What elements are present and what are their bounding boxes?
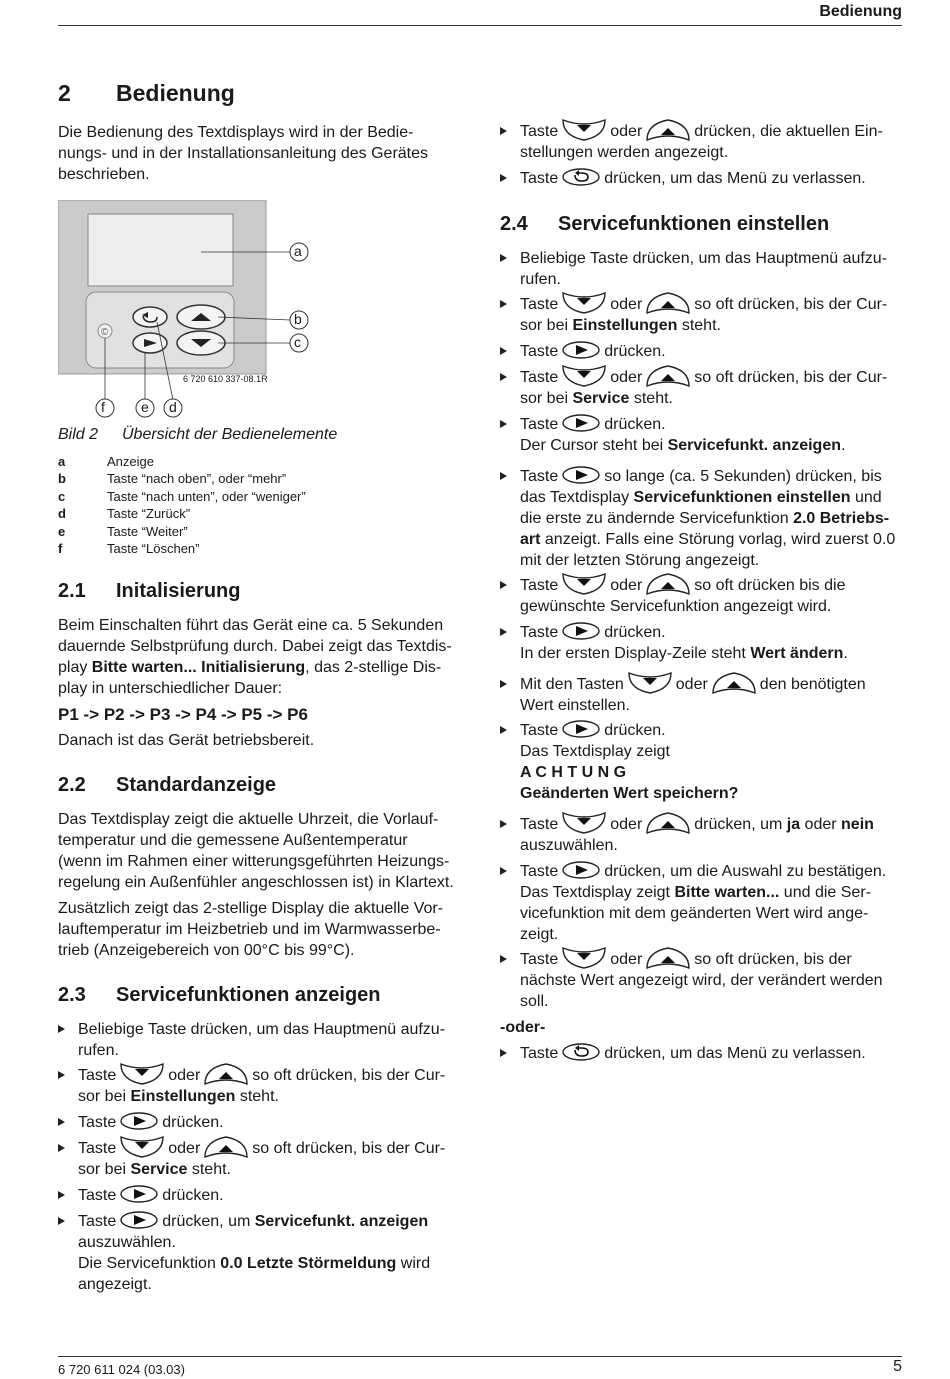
callout-d: d xyxy=(169,399,177,415)
section-2-2-heading: 2.2 Standardanzeige xyxy=(58,774,277,796)
key-up-icon xyxy=(645,946,691,970)
key-up-icon xyxy=(711,671,757,695)
key-right-icon xyxy=(119,1210,159,1230)
key-down-icon xyxy=(561,811,607,835)
key-up-icon xyxy=(645,811,691,835)
control-panel-figure xyxy=(58,200,318,422)
header-title: Bedienung xyxy=(819,3,902,20)
key-right-icon xyxy=(561,621,601,641)
list-item: Taste drücken. xyxy=(500,341,666,362)
list-item: Taste oder so oft drücken, bis der Cur- sor bei Einstellungen steht. xyxy=(500,294,887,336)
figure-legend: a Anzeige b Taste “nach oben”, oder “mehr” c Taste “nach unten”, oder “weniger” d Taste “Zurück” e Taste “Weiter” f Taste “Löschen” xyxy=(58,454,306,557)
oder-separator: -oder- xyxy=(500,1019,546,1036)
list-item: Taste drücken, um das Menü zu verlassen. xyxy=(500,168,866,189)
key-back-icon xyxy=(561,1042,601,1062)
list-item: Taste drücken. In der ersten Display-Zeile steht Wert ändern. xyxy=(500,622,848,664)
key-up-icon xyxy=(203,1135,249,1159)
key-up-icon xyxy=(203,1062,249,1086)
list-item: Taste oder so oft drücken, bis der nächste Wert angezeigt wird, der verändert werden soll. xyxy=(500,949,883,1012)
list-item: Taste so lange (ca. 5 Sekunden) drücken, bis das Textdisplay Servicefunktionen einstellen und die erste zu ändernde Servicefunktion 2.0 Betriebs- art anzeigt. Falls eine Störung vorlag, wird zuerst 0.0 mit der letzten Störung angezeigt. xyxy=(500,466,895,571)
list-item: Taste oder drücken, um ja oder nein auszuwählen. xyxy=(500,814,874,856)
callout-e: e xyxy=(141,399,149,415)
list-item: Taste oder drücken, die aktuellen Ein- stellungen werden angezeigt. xyxy=(500,121,883,163)
list-item: Taste drücken. xyxy=(58,1112,224,1133)
section-2-1-text: Beim Einschalten führt das Gerät eine ca. 5 Sekunden dauernde Selbstprüfung durch. Dabei zeigt das Textdis- play Bitte warten... Initialisierung, das 2-stellige Dis- play in unterschiedlicher Dauer: xyxy=(58,617,452,697)
key-right-icon xyxy=(119,1111,159,1131)
footer-rule xyxy=(58,1356,902,1357)
key-down-icon xyxy=(561,118,607,142)
key-up-icon xyxy=(645,572,691,596)
list-item: Taste drücken. Der Cursor steht bei Servicefunkt. anzeigen. xyxy=(500,414,845,456)
key-right-icon xyxy=(561,860,601,880)
list-item: Taste oder so oft drücken, bis der Cur- sor bei Service steht. xyxy=(500,367,887,409)
key-down-icon xyxy=(627,671,673,695)
key-down-icon xyxy=(561,364,607,388)
key-right-icon xyxy=(561,413,601,433)
callout-b: b xyxy=(294,311,302,327)
key-right-icon xyxy=(119,1184,159,1204)
list-item: Taste drücken, um Servicefunkt. anzeigen auszuwählen. Die Servicefunktion 0.0 Letzte Störmeldung wird angezeigt. xyxy=(58,1211,430,1295)
list-item: Taste oder so oft drücken bis die gewünschte Servicefunktion angezeigt wird. xyxy=(500,575,845,617)
list-item: Beliebige Taste drücken, um das Hauptmenü aufzu- rufen. xyxy=(58,1019,445,1061)
key-down-icon xyxy=(561,291,607,315)
callout-a: a xyxy=(294,243,302,259)
section-2-1-heading: 2.1 Initalisierung xyxy=(58,580,241,602)
key-right-icon xyxy=(561,340,601,360)
list-item: Taste oder so oft drücken, bis der Cur- sor bei Einstellungen steht. xyxy=(58,1065,445,1107)
document-number: 6 720 611 024 (03.03) xyxy=(58,1362,185,1377)
header-rule xyxy=(58,25,902,26)
init-ready: Danach ist das Gerät betriebsbereit. xyxy=(58,732,315,749)
figure-code: 6 720 610 337-08.1R xyxy=(183,374,268,384)
section-2-2-text-2: Zusätzlich zeigt das 2-stellige Display die aktuelle Vor- lauftemperatur im Heizbetrieb und im Warmwasserbe- trieb (Anzeigebereich von 00°C bis 99°C). xyxy=(58,900,444,959)
key-down-icon xyxy=(119,1135,165,1159)
page-number: 5 xyxy=(893,1358,902,1375)
key-down-icon xyxy=(561,946,607,970)
key-up-icon xyxy=(645,291,691,315)
callout-c: c xyxy=(294,334,301,350)
figure-caption: Bild 2 Übersicht der Bedienelemente xyxy=(58,426,338,443)
section-2-3-heading: 2.3 Servicefunktionen anzeigen xyxy=(58,984,381,1006)
init-sequence: P1 -> P2 -> P3 -> P4 -> P5 -> P6 xyxy=(58,705,308,724)
list-item: Taste oder so oft drücken, bis der Cur- sor bei Service steht. xyxy=(58,1138,445,1180)
list-item: Taste drücken, um die Auswahl zu bestätigen. Das Textdisplay zeigt Bitte warten... und die Ser- vicefunktion mit dem geänderten Wert wird ange- zeigt. xyxy=(500,861,886,945)
key-right-icon xyxy=(561,719,601,739)
list-item: Taste drücken. Das Textdisplay zeigt A C H T U N G Geänderten Wert speichern? xyxy=(500,720,738,804)
section-2-intro: Die Bedienung des Textdisplays wird in der Bedie- nungs- und in der Installationsanleitung des Gerätes beschrieben. xyxy=(58,124,429,183)
svg-text:©: © xyxy=(101,327,109,338)
key-up-icon xyxy=(645,364,691,388)
list-item: Beliebige Taste drücken, um das Hauptmenü aufzu- rufen. xyxy=(500,248,887,290)
callout-f: f xyxy=(101,399,105,415)
key-down-icon xyxy=(561,572,607,596)
key-right-icon xyxy=(561,465,601,485)
list-item: Taste drücken, um das Menü zu verlassen. xyxy=(500,1043,866,1064)
key-down-icon xyxy=(119,1062,165,1086)
section-2-4-heading: 2.4 Servicefunktionen einstellen xyxy=(500,213,830,235)
list-item: Mit den Tasten oder den benötigten Wert einstellen. xyxy=(500,674,866,716)
key-up-icon xyxy=(645,118,691,142)
section-2-heading: 2 Bedienung xyxy=(58,80,235,106)
key-back-icon xyxy=(561,167,601,187)
section-2-2-text: Das Textdisplay zeigt die aktuelle Uhrzeit, die Vorlauf- temperatur und die gemessene Außentemperatur (wenn im Rahmen einer witterungsgeführten Heizungs- regelung ein Außenfühler angeschlossen ist) in Klartext. xyxy=(58,811,454,891)
list-item: Taste drücken. xyxy=(58,1185,224,1206)
